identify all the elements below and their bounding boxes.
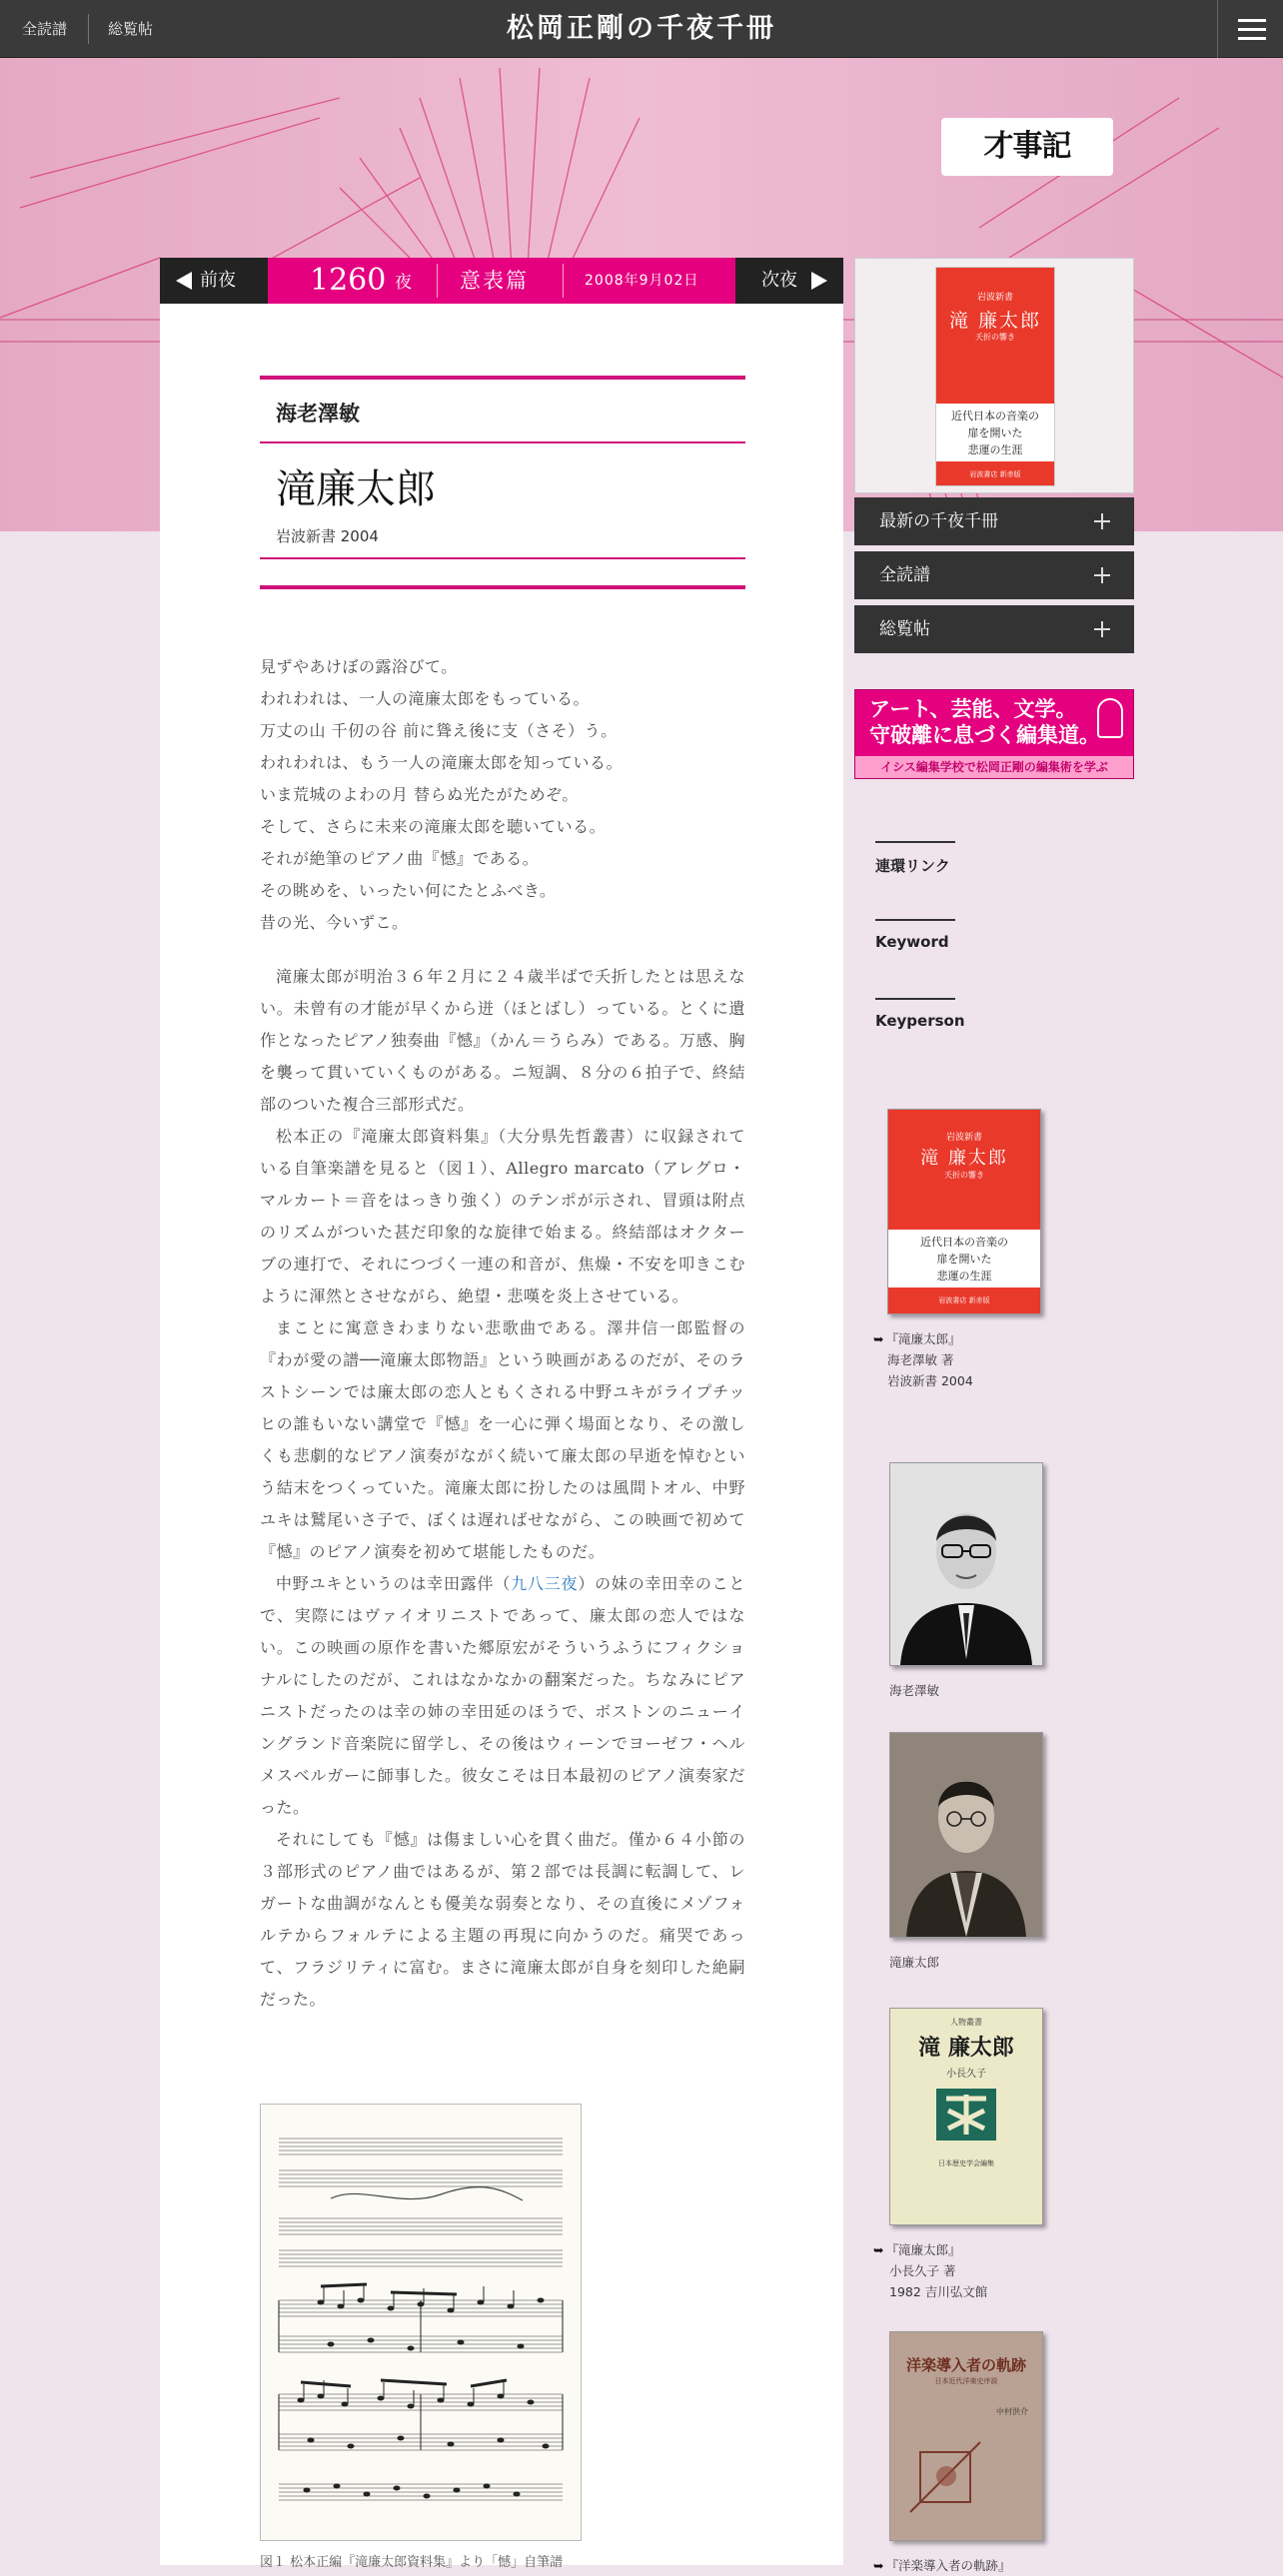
site-title[interactable]: 松岡正剛の千夜千冊 xyxy=(507,13,776,44)
seal-icon xyxy=(1097,698,1123,738)
cover-series: 人物叢書 xyxy=(950,2018,982,2027)
poem-line: 見ずやあけぼの露浴びて。 xyxy=(260,657,458,676)
book-cover-panel[interactable] xyxy=(854,258,1134,493)
caption-author: 小長久子 著 xyxy=(889,2263,956,2278)
cover-title: 滝 廉太郎 xyxy=(948,310,1042,332)
cover-author: 中村洪介 xyxy=(996,2407,1028,2416)
divider xyxy=(260,441,745,443)
poem-line: 昔の光、今いずこ。 xyxy=(260,913,409,932)
hook-arrow-icon: ➥ xyxy=(873,1331,884,1346)
article-header xyxy=(260,376,745,589)
caption-title[interactable]: 『滝廉太郎』 xyxy=(885,2242,961,2257)
banner-line: アート、芸能、文学。 xyxy=(869,697,1077,721)
section-label[interactable]: 意表篇 xyxy=(460,269,529,293)
link-night-983[interactable]: 九八三夜 xyxy=(511,1574,579,1593)
section-heading-links: 連環リンク xyxy=(875,855,1115,876)
caption-publisher: 1982 吉川弘文館 xyxy=(889,2284,988,2299)
cover-title: 滝 廉太郎 xyxy=(918,2035,1014,2061)
poem-line: われわれは、一人の滝廉太郎をもっている。 xyxy=(260,689,591,708)
paragraph: まことに寓意きわまりない悲歌曲である。澤井信一郎監督の『わが愛の譜──滝廉太郎物語』という映画があるのだが、そのラストシーンでは廉太郎の恋人ともくされる中野ユキがライプチッヒの誰もいない講堂で『憾』を一心に弾く場面となり、その激しくも悲劇的なピアノ演奏がながく続いて廉太郎の早逝を悼むという結末をつくっていた。滝廉太郎に扮したのは風間トオル、中野ユキは鷲尾いさ子で、ぼくは遅ればせながら、この映画で初めて『憾』のピアノ演奏を初めて堪能したものだ。 xyxy=(260,1318,745,1561)
paragraph xyxy=(260,1568,745,1824)
book-cover-image xyxy=(935,267,1055,486)
poem-line: 万丈の山 千仞の谷 前に聳え後に支（さそ）う。 xyxy=(260,721,618,740)
cover-title: 洋楽導入者の軌跡 xyxy=(905,2356,1026,2374)
nav-link-browse[interactable]: 総覧帖 xyxy=(108,20,154,38)
side-menu-label: 全読譜 xyxy=(879,565,930,585)
next-label: 次夜 xyxy=(761,270,797,291)
item-caption xyxy=(873,2239,1043,2302)
poem-line: それが絶筆のピアノ曲『憾』である。 xyxy=(260,849,540,868)
isis-school-banner[interactable] xyxy=(854,689,1134,779)
night-unit: 夜 xyxy=(395,273,412,293)
cover-footer: 岩波書店 新赤版 xyxy=(969,470,1021,478)
logo[interactable]: 才事記 xyxy=(941,118,1113,176)
book-thumbnail xyxy=(887,1109,1041,1314)
related-person-taki[interactable] xyxy=(889,1732,1043,1973)
side-menu-all-readings[interactable] xyxy=(854,551,1134,599)
caption-title[interactable]: 『洋楽導入者の軌跡』 xyxy=(885,2558,1011,2573)
caption-author: 海老澤敏 著 xyxy=(887,1352,954,1367)
divider xyxy=(437,264,438,298)
caption-title[interactable]: 『滝廉太郎』 xyxy=(885,1331,961,1346)
article-title: 滝廉太郎 xyxy=(276,466,436,512)
score-figure xyxy=(260,2104,582,2541)
cover-series: 岩波新書 xyxy=(945,1133,982,1143)
related-item-book[interactable] xyxy=(873,1109,1041,1391)
cover-subtitle: 夭折の響き xyxy=(975,333,1015,342)
cover-subtitle: 日本近代洋楽史序説 xyxy=(934,2377,998,2385)
article-nav-bar xyxy=(160,258,843,304)
side-menu-label: 総覧帖 xyxy=(879,619,930,639)
article-body xyxy=(260,651,745,2016)
portrait-photo xyxy=(889,1732,1043,1938)
banner-tagline: イシス編集学校で松岡正剛の編集術を学ぶ xyxy=(855,756,1133,778)
side-menu-label: 最新の千夜千冊 xyxy=(879,511,998,531)
divider xyxy=(260,557,745,559)
cover-org: 日本歴史学会編集 xyxy=(938,2159,994,2167)
poem-line: その眺めを、いったい何にたとふべき。 xyxy=(260,881,557,900)
music-score-image xyxy=(261,2105,581,2540)
cover-author: 小長久子 xyxy=(946,2069,986,2080)
item-caption: 滝廉太郎 xyxy=(889,1955,940,1970)
plus-icon xyxy=(1094,513,1110,529)
item-caption xyxy=(873,1328,1041,1391)
section-heading-keyperson: Keyperson xyxy=(875,1012,1115,1030)
paragraphs xyxy=(260,961,745,2016)
hook-arrow-icon: ➥ xyxy=(873,2558,884,2573)
plus-icon xyxy=(1094,621,1110,637)
arrow-left-icon xyxy=(176,272,192,290)
paragraph: 滝廉太郎が明治３６年２月に２４歳半ばで夭折したとは思えない。未曾有の才能が早くから迸（ほとばし）っている。とくに遺作となったピアノ独奏曲『憾』（かん＝うらみ）である。万感、胸を襲って貫いていくものがある。ニ短調、８分の６拍子で、終結部のついた複合三部形式だ。 xyxy=(260,967,745,1114)
cover-band: 近代日本の音楽の 扉を開いた 悲運の生涯 xyxy=(936,404,1054,461)
top-bar xyxy=(0,0,1283,58)
caption-publisher: 岩波新書 2004 xyxy=(887,1373,973,1388)
divider xyxy=(563,264,564,298)
publish-date: 2008年9月02日 xyxy=(585,273,699,289)
cover-footer: 岩波書店 新赤版 xyxy=(938,1296,990,1304)
section-heading-keyword: Keyword xyxy=(875,933,1115,951)
poem-line: そして、さらに未来の滝廉太郎を聴いている。 xyxy=(260,817,607,836)
book-thumbnail xyxy=(889,2008,1043,2225)
figure-caption: 図１ 松本正編『滝廉太郎資料集』より「憾」自筆譜 xyxy=(260,2555,564,2570)
night-number: 1260 xyxy=(310,263,387,298)
related-item-book3[interactable] xyxy=(873,2331,1043,2576)
cover-series: 岩波新書 xyxy=(976,293,1013,303)
article-author: 海老澤敏 xyxy=(276,402,360,426)
side-menu-latest[interactable] xyxy=(854,497,1134,545)
article-publisher: 岩波新書 2004 xyxy=(276,527,379,545)
arrow-right-icon xyxy=(811,272,827,290)
related-item-book2[interactable] xyxy=(873,2008,1043,2302)
portrait-photo xyxy=(889,1462,1043,1666)
cover-subtitle: 夭折の響き xyxy=(944,1171,984,1180)
emblem-icon xyxy=(936,2089,996,2141)
next-night-button[interactable] xyxy=(735,258,843,304)
cover-title: 滝 廉太郎 xyxy=(920,1148,1008,1169)
item-caption xyxy=(873,2555,1043,2576)
banner-line: 守破離に息づく編集道。 xyxy=(869,723,1100,747)
prev-label: 前夜 xyxy=(200,270,236,291)
cover-band: 近代日本の音楽の 扉を開いた 悲運の生涯 xyxy=(888,1230,1040,1288)
nav-link-all-readings[interactable]: 全読譜 xyxy=(22,20,68,38)
illustration-icon xyxy=(910,2432,990,2522)
hook-arrow-icon: ➥ xyxy=(873,2242,884,2257)
poem-line: いま荒城のよわの月 替らぬ光たがためぞ。 xyxy=(260,785,579,804)
poem-line: われわれは、もう一人の滝廉太郎を知っている。 xyxy=(260,753,624,772)
book-thumbnail xyxy=(889,2331,1043,2541)
prev-night-button[interactable] xyxy=(160,258,268,304)
paragraph-text: 中野ユキというのは幸田露伴（ xyxy=(276,1574,512,1593)
side-menu-browse[interactable] xyxy=(854,605,1134,653)
paragraph: 松本正の『滝廉太郎資料集』（大分県先哲叢書）に収録されている自筆楽譜を見ると（図１）、Allegro marcato（アレグロ・マルカート＝音をはっきり強く）のテンポが示され、冒頭は附点のリズムがついた甚だ印象的な旋律で始まる。終結部はオクターブの連打で、それにつづく一連の和音が、焦燥・不安を叩きこむように渾然とさせながら、絶望・悲嘆を炎上させている。 xyxy=(260,1127,745,1305)
paragraph: それにしても『憾』は傷ましい心を貫く曲だ。僅か６４小節の３部形式のピアノ曲ではあるが、第２部では長調に転調して、レガートな曲調がなんとも優美な弱奏となり、その直後にメゾフォルテからフォルテによる主題の再現に向かうのだ。痛哭であって、フラジリティに富む。まさに滝廉太郎が自身を刻印した絶嗣だった。 xyxy=(260,1830,745,2009)
hamburger-menu-icon[interactable] xyxy=(1217,0,1283,58)
plus-icon xyxy=(1094,567,1110,583)
poem xyxy=(260,651,745,939)
related-person-ebisawa[interactable] xyxy=(889,1462,1043,1701)
item-caption: 海老澤敏 xyxy=(889,1683,940,1698)
article-main xyxy=(160,304,843,2570)
paragraph-text: ）の妹の幸田幸のことで、実際にはヴァイオリニストであって、廉太郎の恋人ではない。この映画の原作を書いた郷原宏がそういうふうにフィクショナルにしたのだが、これはなかなかの翻案だった。ちなみにピアニストだったのは幸の姉の幸田延のほうで、ボストンのニューイングランド音楽院に留学し、その後はウィーンでヨーゼフ・ヘルメスベルガーに師事した。彼女こそは日本最初のピアノ演奏家だった。 xyxy=(260,1574,745,1817)
